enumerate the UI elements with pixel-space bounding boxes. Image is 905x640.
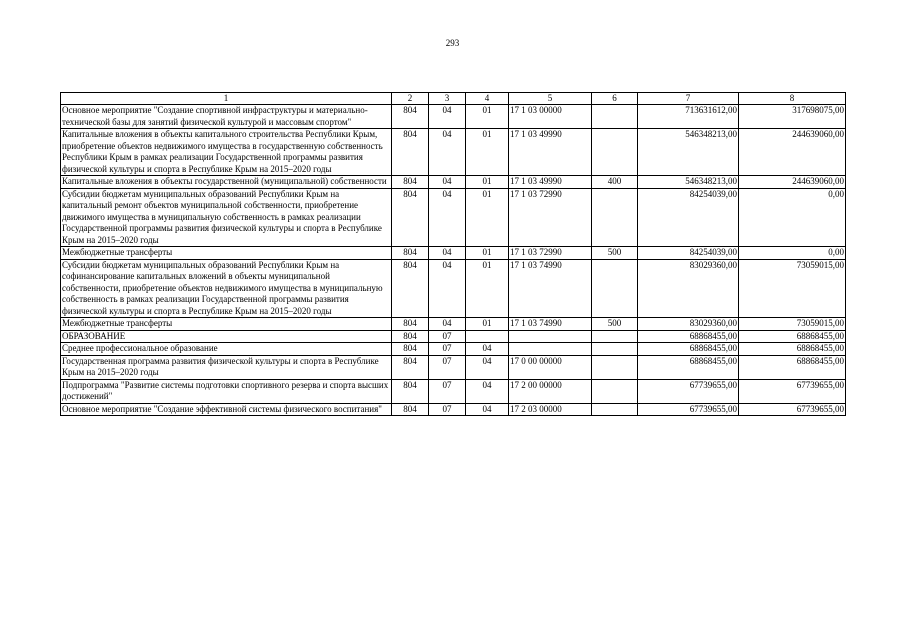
row-expense-type-cell: [592, 343, 638, 356]
table-row: [61, 176, 846, 189]
row-section-cell: 04: [429, 247, 466, 260]
row-target-article-cell: 17 2 03 00000: [509, 403, 592, 416]
row-subsection-cell: [466, 330, 509, 343]
row-amount-cell: 546348213,00: [638, 129, 739, 176]
page-number: 293: [445, 38, 460, 48]
row-grbs-cell: 804: [392, 343, 429, 356]
row-target-article-cell: [509, 330, 592, 343]
row-amount-cell: 67739655,00: [739, 379, 846, 403]
table-row: [61, 259, 846, 318]
row-name-cell: Капитальные вложения в объекты капитального строительства Республики Крым, приобретение объектов недвижимого имущества в государственную собственность Республики Крым в рамках реализации Государственной программы развития физической культуры и спорта в Республике Крым на 2015–2020 годы: [61, 129, 392, 176]
row-amount-cell: 713631612,00: [638, 105, 739, 129]
row-subsection-cell: 04: [466, 403, 509, 416]
row-amount-cell: 0,00: [739, 247, 846, 260]
row-name-cell: Субсидии бюджетам муниципальных образований Республики Крым на софинансирование капитальных вложений в объекты муниципальной собственности, приобретение объектов недвижимого имущества в муниципальную собственность в рамках реализации Государственной программы развития физической культуры и спорта в Республике Крым на 2015–2020 годы: [61, 259, 392, 318]
table-row: [61, 330, 846, 343]
row-subsection-cell: 01: [466, 318, 509, 331]
row-section-cell: 04: [429, 188, 466, 247]
column-header: 4: [466, 93, 509, 105]
row-grbs-cell: 804: [392, 129, 429, 176]
column-header: 3: [429, 93, 466, 105]
column-header: 7: [638, 93, 739, 105]
row-amount-cell: 244639060,00: [739, 176, 846, 189]
table-row: [61, 343, 846, 356]
row-amount-cell: 84254039,00: [638, 188, 739, 247]
row-grbs-cell: 804: [392, 318, 429, 331]
row-subsection-cell: 01: [466, 259, 509, 318]
row-section-cell: 07: [429, 343, 466, 356]
row-amount-cell: 68868455,00: [638, 330, 739, 343]
row-grbs-cell: 804: [392, 403, 429, 416]
row-amount-cell: 84254039,00: [638, 247, 739, 260]
row-name-cell: Межбюджетные трансферты: [61, 318, 392, 331]
row-amount-cell: 83029360,00: [638, 259, 739, 318]
row-section-cell: 07: [429, 355, 466, 379]
row-amount-cell: 68868455,00: [739, 355, 846, 379]
row-subsection-cell: 01: [466, 105, 509, 129]
row-amount-cell: 67739655,00: [638, 379, 739, 403]
row-name-cell: ОБРАЗОВАНИЕ: [61, 330, 392, 343]
row-expense-type-cell: 500: [592, 247, 638, 260]
row-grbs-cell: 804: [392, 176, 429, 189]
row-amount-cell: 546348213,00: [638, 176, 739, 189]
row-grbs-cell: 804: [392, 105, 429, 129]
row-subsection-cell: 01: [466, 176, 509, 189]
row-grbs-cell: 804: [392, 188, 429, 247]
row-name-cell: Капитальные вложения в объекты государственной (муниципальной) собственности: [61, 176, 392, 189]
row-amount-cell: 68868455,00: [638, 355, 739, 379]
row-grbs-cell: 804: [392, 247, 429, 260]
row-section-cell: 04: [429, 105, 466, 129]
row-section-cell: 04: [429, 176, 466, 189]
row-section-cell: 07: [429, 403, 466, 416]
table-row: [61, 247, 846, 260]
row-section-cell: 04: [429, 259, 466, 318]
column-header: 1: [61, 93, 392, 105]
row-section-cell: 04: [429, 129, 466, 176]
row-expense-type-cell: [592, 259, 638, 318]
row-expense-type-cell: [592, 105, 638, 129]
row-grbs-cell: 804: [392, 259, 429, 318]
row-amount-cell: 68868455,00: [739, 343, 846, 356]
row-subsection-cell: 01: [466, 188, 509, 247]
row-subsection-cell: 04: [466, 379, 509, 403]
row-target-article-cell: 17 1 03 74990: [509, 259, 592, 318]
row-amount-cell: 68868455,00: [739, 330, 846, 343]
column-header: 5: [509, 93, 592, 105]
row-expense-type-cell: 400: [592, 176, 638, 189]
row-expense-type-cell: [592, 379, 638, 403]
row-grbs-cell: 804: [392, 379, 429, 403]
budget-table: [60, 92, 846, 416]
row-name-cell: Основное мероприятие "Создание эффективной системы физического воспитания": [61, 403, 392, 416]
table-row: [61, 318, 846, 331]
row-amount-cell: 67739655,00: [638, 403, 739, 416]
row-amount-cell: 244639060,00: [739, 129, 846, 176]
row-name-cell: Основное мероприятие "Создание спортивной инфраструктуры и материально-технической базы для занятий физической культурой и массовым спортом": [61, 105, 392, 129]
row-target-article-cell: 17 1 03 00000: [509, 105, 592, 129]
table-row: [61, 379, 846, 403]
row-expense-type-cell: [592, 355, 638, 379]
row-target-article-cell: 17 0 00 00000: [509, 355, 592, 379]
row-target-article-cell: 17 1 03 74990: [509, 318, 592, 331]
header-row: [61, 93, 846, 105]
row-amount-cell: 73059015,00: [739, 259, 846, 318]
row-amount-cell: 73059015,00: [739, 318, 846, 331]
row-subsection-cell: 01: [466, 129, 509, 176]
table-body: [61, 105, 846, 416]
row-expense-type-cell: [592, 330, 638, 343]
row-amount-cell: 67739655,00: [739, 403, 846, 416]
row-name-cell: Межбюджетные трансферты: [61, 247, 392, 260]
row-subsection-cell: 04: [466, 343, 509, 356]
row-expense-type-cell: [592, 403, 638, 416]
column-header: 8: [739, 93, 846, 105]
table-row: [61, 355, 846, 379]
row-name-cell: Субсидии бюджетам муниципальных образований Республики Крым на капитальный ремонт объектов муниципальной собственности, приобретение движимого имущества в муниципальную собственность в рамках реализации Государственной программы развития физической культуры и спорта в Республике Крым на 2015–2020 годы: [61, 188, 392, 247]
row-name-cell: Подпрограмма "Развитие системы подготовки спортивного резерва и спорта высших достижений": [61, 379, 392, 403]
row-target-article-cell: [509, 343, 592, 356]
row-amount-cell: 83029360,00: [638, 318, 739, 331]
row-section-cell: 07: [429, 330, 466, 343]
row-grbs-cell: 804: [392, 330, 429, 343]
row-expense-type-cell: [592, 188, 638, 247]
row-expense-type-cell: [592, 129, 638, 176]
row-name-cell: Среднее профессиональное образование: [61, 343, 392, 356]
row-expense-type-cell: 500: [592, 318, 638, 331]
row-amount-cell: 68868455,00: [638, 343, 739, 356]
row-section-cell: 07: [429, 379, 466, 403]
table-row: [61, 129, 846, 176]
row-grbs-cell: 804: [392, 355, 429, 379]
table-row: [61, 105, 846, 129]
row-name-cell: Государственная программа развития физической культуры и спорта в Республике Крым на 2015–2020 годы: [61, 355, 392, 379]
row-amount-cell: 317698075,00: [739, 105, 846, 129]
row-subsection-cell: 04: [466, 355, 509, 379]
column-header: 2: [392, 93, 429, 105]
row-amount-cell: 0,00: [739, 188, 846, 247]
row-subsection-cell: 01: [466, 247, 509, 260]
table-row: [61, 403, 846, 416]
table-row: [61, 188, 846, 247]
row-target-article-cell: 17 1 03 72990: [509, 188, 592, 247]
row-target-article-cell: 17 1 03 72990: [509, 247, 592, 260]
row-target-article-cell: 17 1 03 49990: [509, 129, 592, 176]
row-target-article-cell: 17 2 00 00000: [509, 379, 592, 403]
column-header: 6: [592, 93, 638, 105]
row-target-article-cell: 17 1 03 49990: [509, 176, 592, 189]
row-section-cell: 04: [429, 318, 466, 331]
